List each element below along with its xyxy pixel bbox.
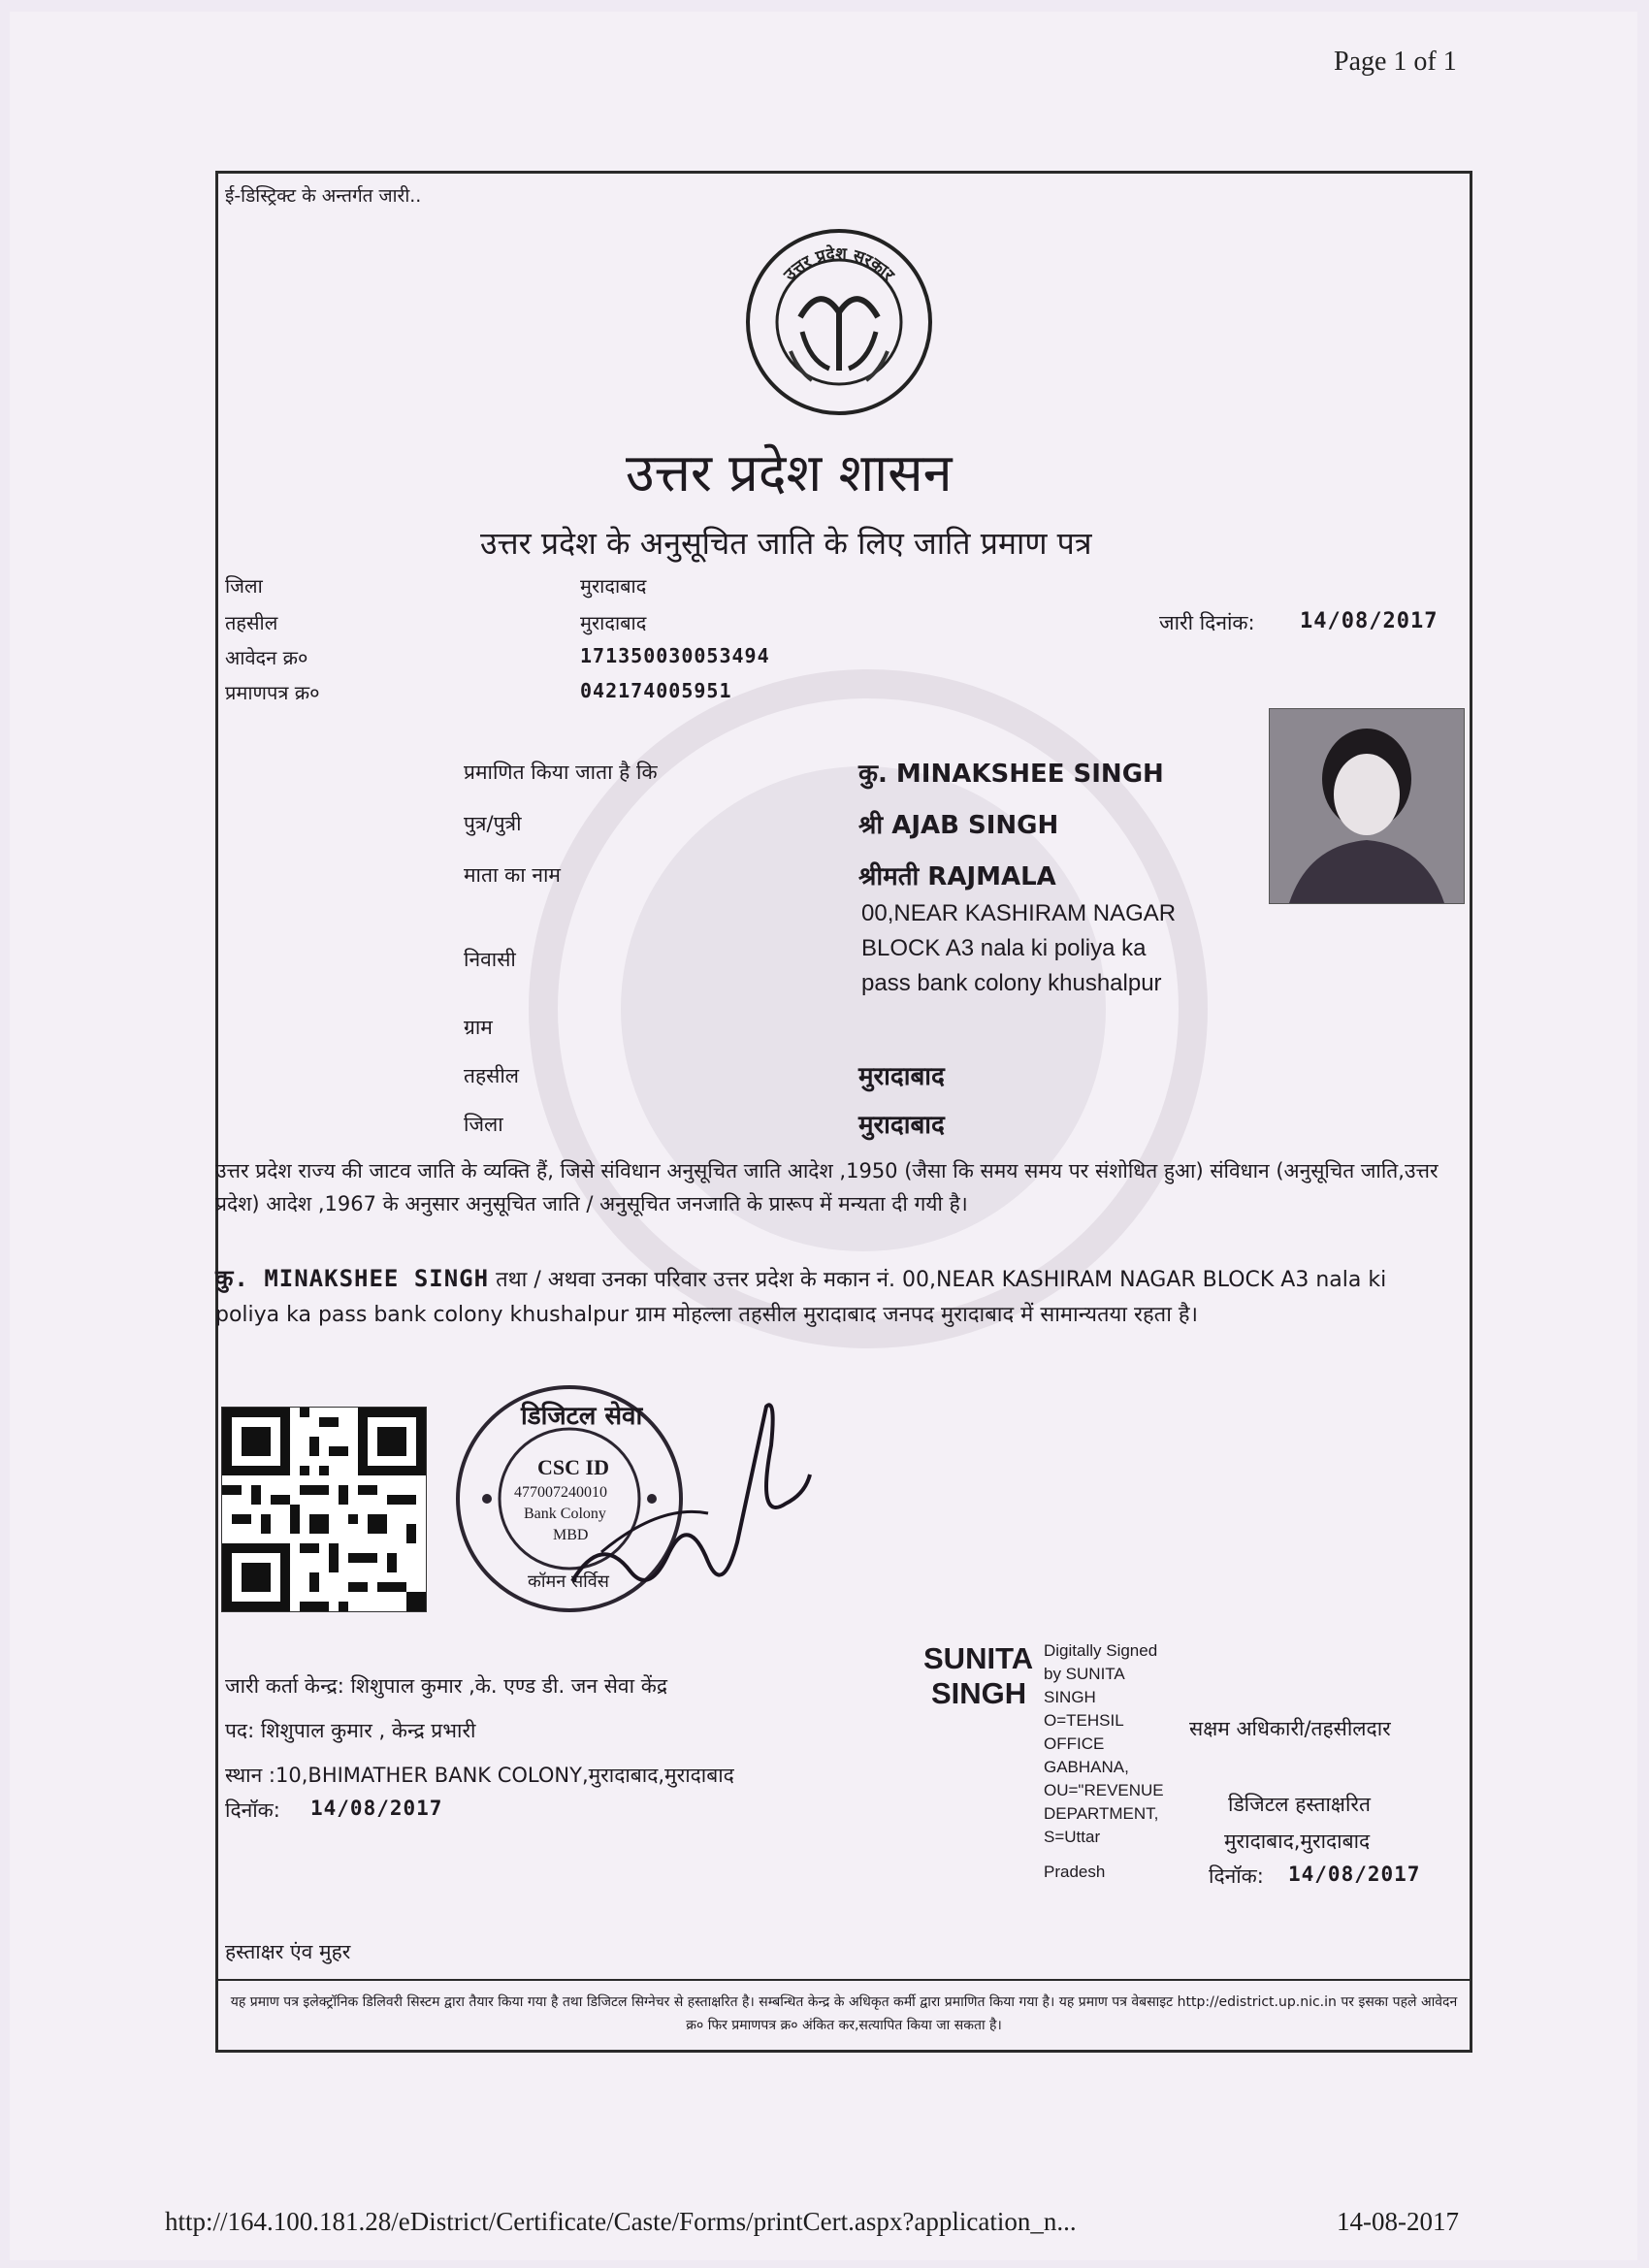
qr-code [221,1407,427,1612]
page-number: Page 1 of 1 [1334,47,1457,77]
handwritten-signature [543,1387,815,1610]
verification-notice: यह प्रमाण पत्र इलेक्ट्रॉनिक डिलिवरी सिस्टम द्वारा तैयार किया गया है तथा डिजिटल सिग्नेचर से हस्ताक्षरित है। सम्बन्धित केन्द्र के अधिकृत कर्मी द्वारा प्रमाणित किया गया है। यह प्रमाण पत्र वेबसाइट http://edistrict.up.nic.in पर इसका पहले आवेदन क्र० फिर प्रमाणपत्र क्र० अंकित कर,सत्यापित किया जा सकता है। [230,1994,1458,2033]
field-label: प्रमाणपत्र क्र० [225,681,320,704]
stamp-line: Bank Colony [524,1506,606,1522]
residence-statement [215,1261,1457,1333]
issuer-date: 14/08/2017 [310,1797,443,1820]
sign-detail-line: OFFICE [1044,1734,1105,1753]
stamp-top-text: डिजिटल सेवा [521,1402,643,1431]
district-value: मुरादाबाद [580,574,647,598]
residence-label: निवासी [464,948,516,971]
mother-label: माता का नाम [464,863,561,887]
stamp-line: 477007240010 [514,1484,607,1501]
field-label: आवेदन क्र० [225,646,308,669]
residence-line: pass bank colony khushalpur [861,970,1162,996]
district-label: जिला [464,1113,503,1136]
issuer-date-label: दिनॉक: [225,1798,280,1822]
sign-detail-line: OU="REVENUE [1044,1781,1164,1799]
residence-statement-text: तथा / अथवा उनका परिवार उत्तर प्रदेश के मकान नं. 00,NEAR KASHIRAM NAGAR BLOCK A3 nala ki poliya ka pass bank colony khushalpur ग्राम मोहल्ला तहसील मुरादाबाद जनपद मुरादाबाद में सामान्यतया रहता है। [215,1268,1387,1327]
residence-statement-name: कु. MINAKSHEE SINGH [215,1265,490,1292]
issue-date: 14/08/2017 [1300,609,1439,633]
stamp-bottom-text: कॉमन सर्विस [528,1571,609,1592]
issuer-place: स्थान :10,BHIMATHER BANK COLONY,मुरादाबाद,मुरादाबाद [225,1764,734,1787]
sign-detail-line: DEPARTMENT, [1044,1804,1159,1823]
application-number: 171350030053494 [580,644,770,667]
footer-url: http://164.100.181.28/eDistrict/Certificate/Caste/Forms/printCert.aspx?application_n... [165,2207,1077,2236]
applicant-name: कु. MINAKSHEE SINGH [858,760,1164,789]
caste-statement: उत्तर प्रदेश राज्य की जाटव जाति के व्यक्ति हैं, जिसे संविधान अनुसूचित जाति आदेश ,1950 (जैसा कि समय समय पर संशोधित हुआ) संविधान (अनुसूचित जाति,उत्तर प्रदेश) आदेश ,1967 के अनुसार अनुसूचित जाति / अनुसूचित जनजाति के प्रारूप में मन्यता दी गयी है। [215,1159,1439,1215]
field-label: तहसील [225,611,278,634]
village-label: ग्राम [464,1016,493,1039]
sign-detail-line: Digitally Signed [1044,1641,1158,1660]
authority-date: 14/08/2017 [1288,1863,1421,1886]
sign-detail-line: GABHANA, [1044,1758,1129,1776]
stamp-line: CSC ID [537,1455,609,1479]
sign-and-seal-label: हस्ताक्षर एंव मुहर [225,1940,351,1963]
residence-line: 00,NEAR KASHIRAM NAGAR [861,900,1177,926]
authority-date-label: दिनॉक: [1209,1864,1264,1888]
sign-detail-line: O=TEHSIL [1044,1711,1124,1730]
notice-divider [215,1979,1472,1981]
authority-place: मुरादाबाद,मुरादाबाद [1224,1830,1371,1853]
issuer-post: पद: शिशुपाल कुमार , केन्द्र प्रभारी [225,1719,476,1742]
digital-signer-name [923,1641,1033,1711]
page-title: उत्तर प्रदेश शासन [626,442,953,503]
certificate-number: 042174005951 [580,679,732,702]
up-government-emblem-icon [742,225,936,419]
authority-title: सक्षम अधिकारी/तहसीलदार [1189,1717,1391,1740]
digital-signed-label: डिजिटल हस्ताक्षरित [1228,1793,1371,1816]
sign-detail-line: by SUNITA [1044,1665,1125,1683]
signer-name-line: SUNITA [923,1641,1034,1675]
certificate-subtitle: उत्तर प्रदेश के अनुसूचित जाति के लिए जाति प्रमाण पत्र [480,525,1092,562]
tehsil-detail-value: मुरादाबाद [858,1062,945,1091]
svg-text:उत्तर प्रदेश सरकार [780,243,899,285]
father-name: श्री AJAB SINGH [858,811,1059,840]
certified-label: प्रमाणित किया जाता है कि [464,761,658,784]
sign-detail-line: S=Uttar [1044,1828,1101,1846]
sign-detail-line: SINGH [1044,1688,1096,1706]
signer-name-line: SINGH [931,1676,1027,1710]
residence-line: BLOCK A3 nala ki poliya ka [861,935,1147,961]
footer-date: 14-08-2017 [1337,2207,1459,2236]
digital-signature-details [1044,1639,1164,1884]
tehsil-value: मुरादाबाद [580,611,647,634]
tehsil-label: तहसील [464,1064,519,1087]
issued-under-text: ई-डिस्ट्रिक्ट के अन्तर्गत जारी.. [225,185,422,207]
field-label: जिला [225,574,263,598]
stamp-line: MBD [553,1527,589,1543]
district-detail-value: मुरादाबाद [858,1111,945,1140]
issue-date-label: जारी दिनांक: [1159,611,1255,634]
emblem-text: उत्तर प्रदेश सरकार [780,243,898,285]
applicant-photo [1269,708,1465,904]
parent-label: पुत्र/पुत्री [464,812,522,835]
mother-name: श्रीमती RAJMALA [858,862,1056,891]
sign-detail-line: Pradesh [1044,1863,1106,1881]
issuer-center: जारी कर्ता केन्द्र: शिशुपाल कुमार ,के. एण्ड डी. जन सेवा केंद्र [225,1674,667,1698]
